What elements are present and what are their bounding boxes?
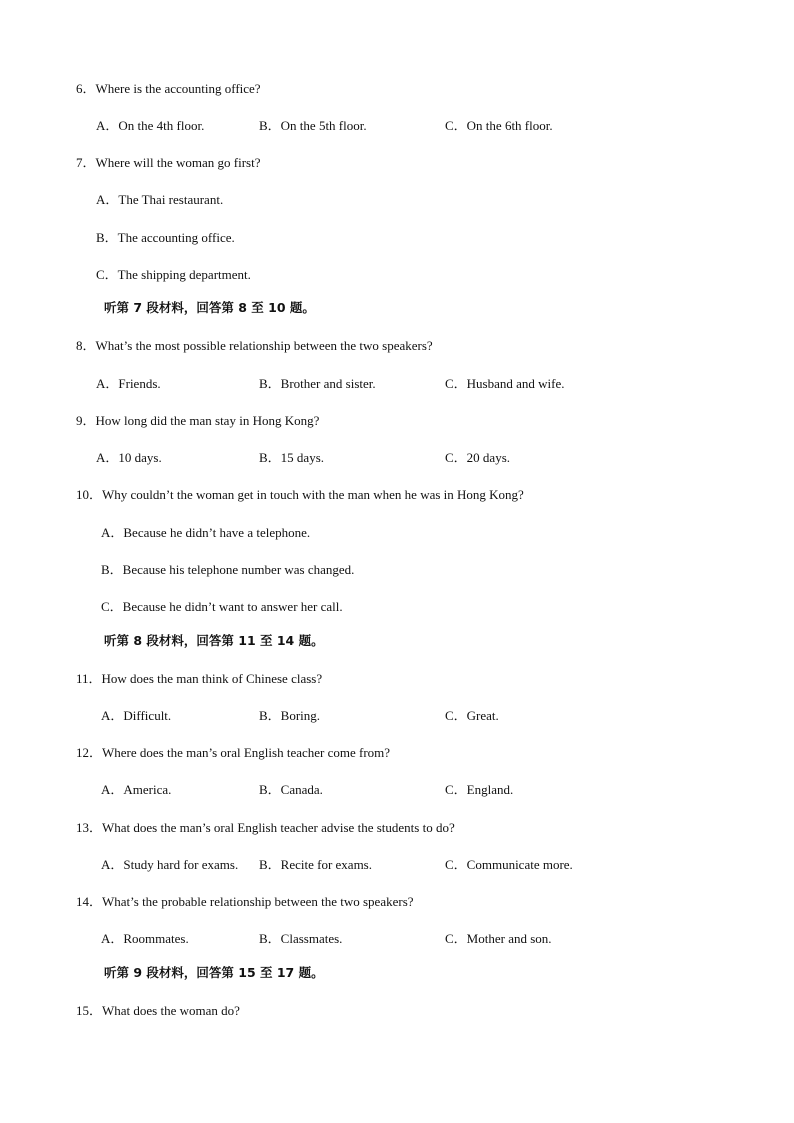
q6-option-c: C．On the 6th floor.	[445, 118, 553, 133]
q11-option-a: A．Difficult.	[101, 708, 172, 723]
q9-option-b: B．15 days.	[259, 450, 325, 465]
section-heading-9: 听第 9 段材料，回答第 15 至 17 题。	[104, 965, 324, 980]
q13-option-a: A．Study hard for exams.	[101, 857, 239, 872]
q11-option-c: C．Great.	[445, 708, 499, 723]
q13-option-c: C．Communicate more.	[445, 857, 573, 872]
section-heading-8: 听第 8 段材料，回答第 11 至 14 题。	[104, 633, 324, 648]
section-heading-7: 听第 7 段材料，回答第 8 至 10 题。	[104, 300, 315, 315]
question-6: 6．Where is the accounting office?	[76, 81, 261, 96]
q12-option-c: C．England.	[445, 782, 514, 797]
q9-option-c: C．20 days.	[445, 450, 511, 465]
q6-option-b: B．On the 5th floor.	[259, 118, 367, 133]
q10-option-c: C．Because he didn’t want to answer her call.	[101, 599, 343, 614]
q7-option-b: B．The accounting office.	[96, 230, 235, 245]
q7-option-c: C．The shipping department.	[96, 267, 251, 282]
q13-option-b: B．Recite for exams.	[259, 857, 372, 872]
q14-option-b: B．Classmates.	[259, 931, 343, 946]
question-13: 13．What does the man’s oral English teacher advise the students to do?	[76, 820, 455, 835]
question-11: 11．How does the man think of Chinese class?	[76, 671, 323, 686]
q8-option-c: C．Husband and wife.	[445, 376, 565, 391]
q14-option-c: C．Mother and son.	[445, 931, 552, 946]
question-10: 10．Why couldn’t the woman get in touch with the man when he was in Hong Kong?	[76, 487, 524, 502]
q8-option-b: B．Brother and sister.	[259, 376, 376, 391]
question-8: 8．What’s the most possible relationship between the two speakers?	[76, 338, 433, 353]
question-9: 9．How long did the man stay in Hong Kong?	[76, 413, 320, 428]
q11-option-b: B．Boring.	[259, 708, 321, 723]
q12-option-a: A．America.	[101, 782, 172, 797]
q9-option-a: A．10 days.	[96, 450, 162, 465]
question-14: 14．What’s the probable relationship between the two speakers?	[76, 894, 414, 909]
q14-option-a: A．Roommates.	[101, 931, 189, 946]
q12-option-b: B．Canada.	[259, 782, 323, 797]
question-12: 12．Where does the man’s oral English teacher come from?	[76, 745, 391, 760]
q8-option-a: A．Friends.	[96, 376, 161, 391]
question-7: 7．Where will the woman go first?	[76, 155, 261, 170]
q6-option-a: A．On the 4th floor.	[96, 118, 205, 133]
q7-option-a: A．The Thai restaurant.	[96, 192, 224, 207]
q10-option-a: A．Because he didn’t have a telephone.	[101, 525, 311, 540]
q10-option-b: B．Because his telephone number was changed.	[101, 562, 355, 577]
question-15: 15．What does the woman do?	[76, 1003, 240, 1018]
